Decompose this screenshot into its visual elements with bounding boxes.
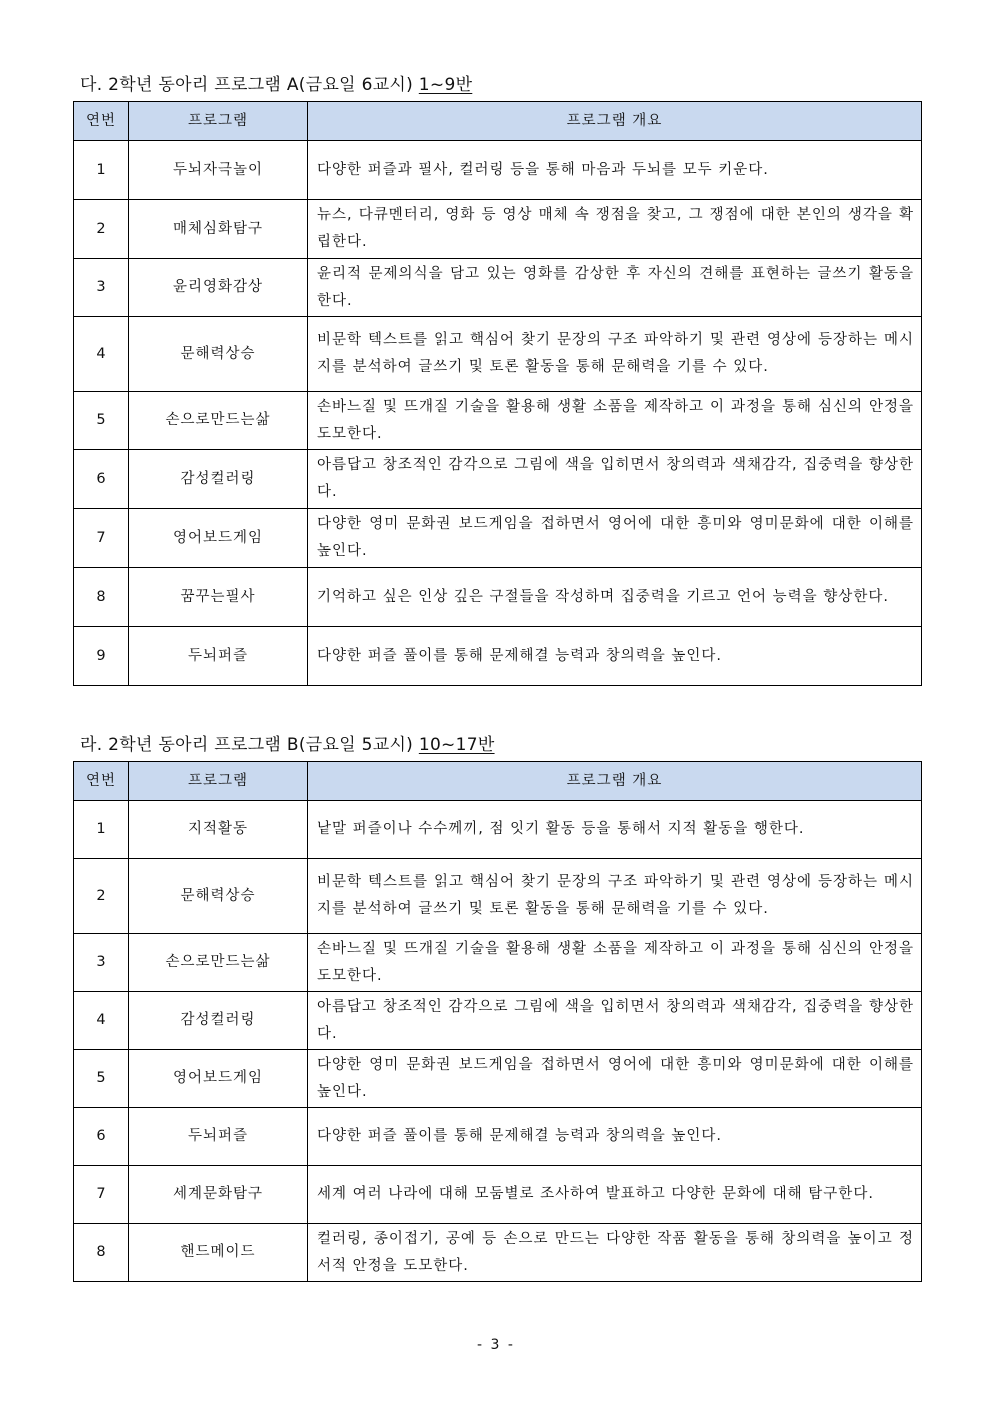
section-b-title-text: 라. 2학년 동아리 프로그램 B(금요일 5교시) [80, 735, 419, 755]
table-row [74, 568, 922, 627]
row-number: 9 [74, 627, 129, 686]
table-row [74, 934, 922, 992]
section-a-title [80, 70, 472, 95]
table-row [74, 801, 922, 859]
program-name: 손으로만드는삶 [129, 934, 308, 992]
row-number: 7 [74, 1166, 129, 1224]
program-name: 윤리영화감상 [129, 259, 308, 317]
section-a-title-text: 다. 2학년 동아리 프로그램 A(금요일 6교시) [80, 75, 419, 95]
program-description: 비문학 텍스트를 읽고 핵심어 찾기 문장의 구조 파악하기 및 관련 영상에 등장하는 메시지를 분석하여 글쓰기 및 토론 활동을 통해 문해력을 기를 수 있다. [308, 317, 922, 392]
program-name: 두뇌퍼즐 [129, 627, 308, 686]
header-program: 프로그램 [129, 762, 308, 801]
program-description: 낱말 퍼즐이나 수수께끼, 점 잇기 활동 등을 통해서 지적 활동을 행한다. [308, 801, 922, 859]
header-summary: 프로그램 개요 [308, 762, 922, 801]
page-number: - 3 - [477, 1337, 515, 1353]
program-description: 윤리적 문제의식을 담고 있는 영화를 감상한 후 자신의 견해를 표현하는 글쓰기 활동을 한다. [308, 259, 922, 317]
table-header-row [74, 762, 922, 801]
program-name: 문해력상승 [129, 317, 308, 392]
program-description: 컬러링, 종이접기, 공예 등 손으로 만드는 다양한 작품 활동을 통해 창의력을 높이고 정서적 안정을 도모한다. [308, 1224, 922, 1282]
section-b-range: 10~17반 [418, 735, 495, 755]
table-row [74, 200, 922, 259]
table-row [74, 1108, 922, 1166]
program-name: 두뇌자극놀이 [129, 141, 308, 200]
row-number: 3 [74, 934, 129, 992]
program-table-a [73, 101, 922, 686]
table-row [74, 859, 922, 934]
row-number: 2 [74, 859, 129, 934]
program-name: 손으로만드는삶 [129, 392, 308, 450]
row-number: 6 [74, 450, 129, 509]
program-name: 핸드메이드 [129, 1224, 308, 1282]
table-row [74, 392, 922, 450]
program-description: 다양한 퍼즐 풀이를 통해 문제해결 능력과 창의력을 높인다. [308, 627, 922, 686]
program-name: 세계문화탐구 [129, 1166, 308, 1224]
table-row [74, 627, 922, 686]
program-name: 지적활동 [129, 801, 308, 859]
table-header-row [74, 102, 922, 141]
table-row [74, 1050, 922, 1108]
table-row [74, 317, 922, 392]
program-description: 아름답고 창조적인 감각으로 그림에 색을 입히면서 창의력과 색채감각, 집중력을 향상한다. [308, 992, 922, 1050]
program-description: 아름답고 창조적인 감각으로 그림에 색을 입히면서 창의력과 색채감각, 집중력을 향상한다. [308, 450, 922, 509]
row-number: 5 [74, 1050, 129, 1108]
header-program: 프로그램 [129, 102, 308, 141]
program-name: 감성컬러링 [129, 992, 308, 1050]
row-number: 1 [74, 801, 129, 859]
header-summary: 프로그램 개요 [308, 102, 922, 141]
row-number: 4 [74, 317, 129, 392]
program-name: 문해력상승 [129, 859, 308, 934]
program-description: 비문학 텍스트를 읽고 핵심어 찾기 문장의 구조 파악하기 및 관련 영상에 등장하는 메시지를 분석하여 글쓰기 및 토론 활동을 통해 문해력을 기를 수 있다. [308, 859, 922, 934]
header-number: 연번 [74, 762, 129, 801]
table-row [74, 992, 922, 1050]
header-number: 연번 [74, 102, 129, 141]
row-number: 8 [74, 1224, 129, 1282]
program-name: 영어보드게임 [129, 1050, 308, 1108]
section-a-range: 1~9반 [418, 75, 473, 95]
program-name: 영어보드게임 [129, 509, 308, 568]
table-row [74, 1166, 922, 1224]
program-description: 세계 여러 나라에 대해 모둠별로 조사하여 발표하고 다양한 문화에 대해 탐구한다. [308, 1166, 922, 1224]
table-row [74, 509, 922, 568]
program-name: 두뇌퍼즐 [129, 1108, 308, 1166]
program-table-b [73, 761, 922, 1282]
program-description: 다양한 퍼즐 풀이를 통해 문제해결 능력과 창의력을 높인다. [308, 1108, 922, 1166]
program-description: 뉴스, 다큐멘터리, 영화 등 영상 매체 속 쟁점을 찾고, 그 쟁점에 대한 본인의 생각을 확립한다. [308, 200, 922, 259]
row-number: 5 [74, 392, 129, 450]
row-number: 8 [74, 568, 129, 627]
table-row [74, 1224, 922, 1282]
program-description: 다양한 영미 문화권 보드게임을 접하면서 영어에 대한 흥미와 영미문화에 대한 이해를 높인다. [308, 1050, 922, 1108]
program-name: 꿈꾸는필사 [129, 568, 308, 627]
program-description: 손바느질 및 뜨개질 기술을 활용해 생활 소품을 제작하고 이 과정을 통해 심신의 안정을 도모한다. [308, 392, 922, 450]
row-number: 1 [74, 141, 129, 200]
row-number: 7 [74, 509, 129, 568]
row-number: 6 [74, 1108, 129, 1166]
table-row [74, 141, 922, 200]
section-b-title [80, 730, 495, 755]
row-number: 3 [74, 259, 129, 317]
row-number: 4 [74, 992, 129, 1050]
table-row [74, 259, 922, 317]
program-name: 감성컬러링 [129, 450, 308, 509]
program-description: 기억하고 싶은 인상 깊은 구절들을 작성하며 집중력을 기르고 언어 능력을 향상한다. [308, 568, 922, 627]
program-description: 손바느질 및 뜨개질 기술을 활용해 생활 소품을 제작하고 이 과정을 통해 심신의 안정을 도모한다. [308, 934, 922, 992]
program-name: 매체심화탐구 [129, 200, 308, 259]
program-description: 다양한 영미 문화권 보드게임을 접하면서 영어에 대한 흥미와 영미문화에 대한 이해를 높인다. [308, 509, 922, 568]
row-number: 2 [74, 200, 129, 259]
table-row [74, 450, 922, 509]
program-description: 다양한 퍼즐과 필사, 컬러링 등을 통해 마음과 두뇌를 모두 키운다. [308, 141, 922, 200]
